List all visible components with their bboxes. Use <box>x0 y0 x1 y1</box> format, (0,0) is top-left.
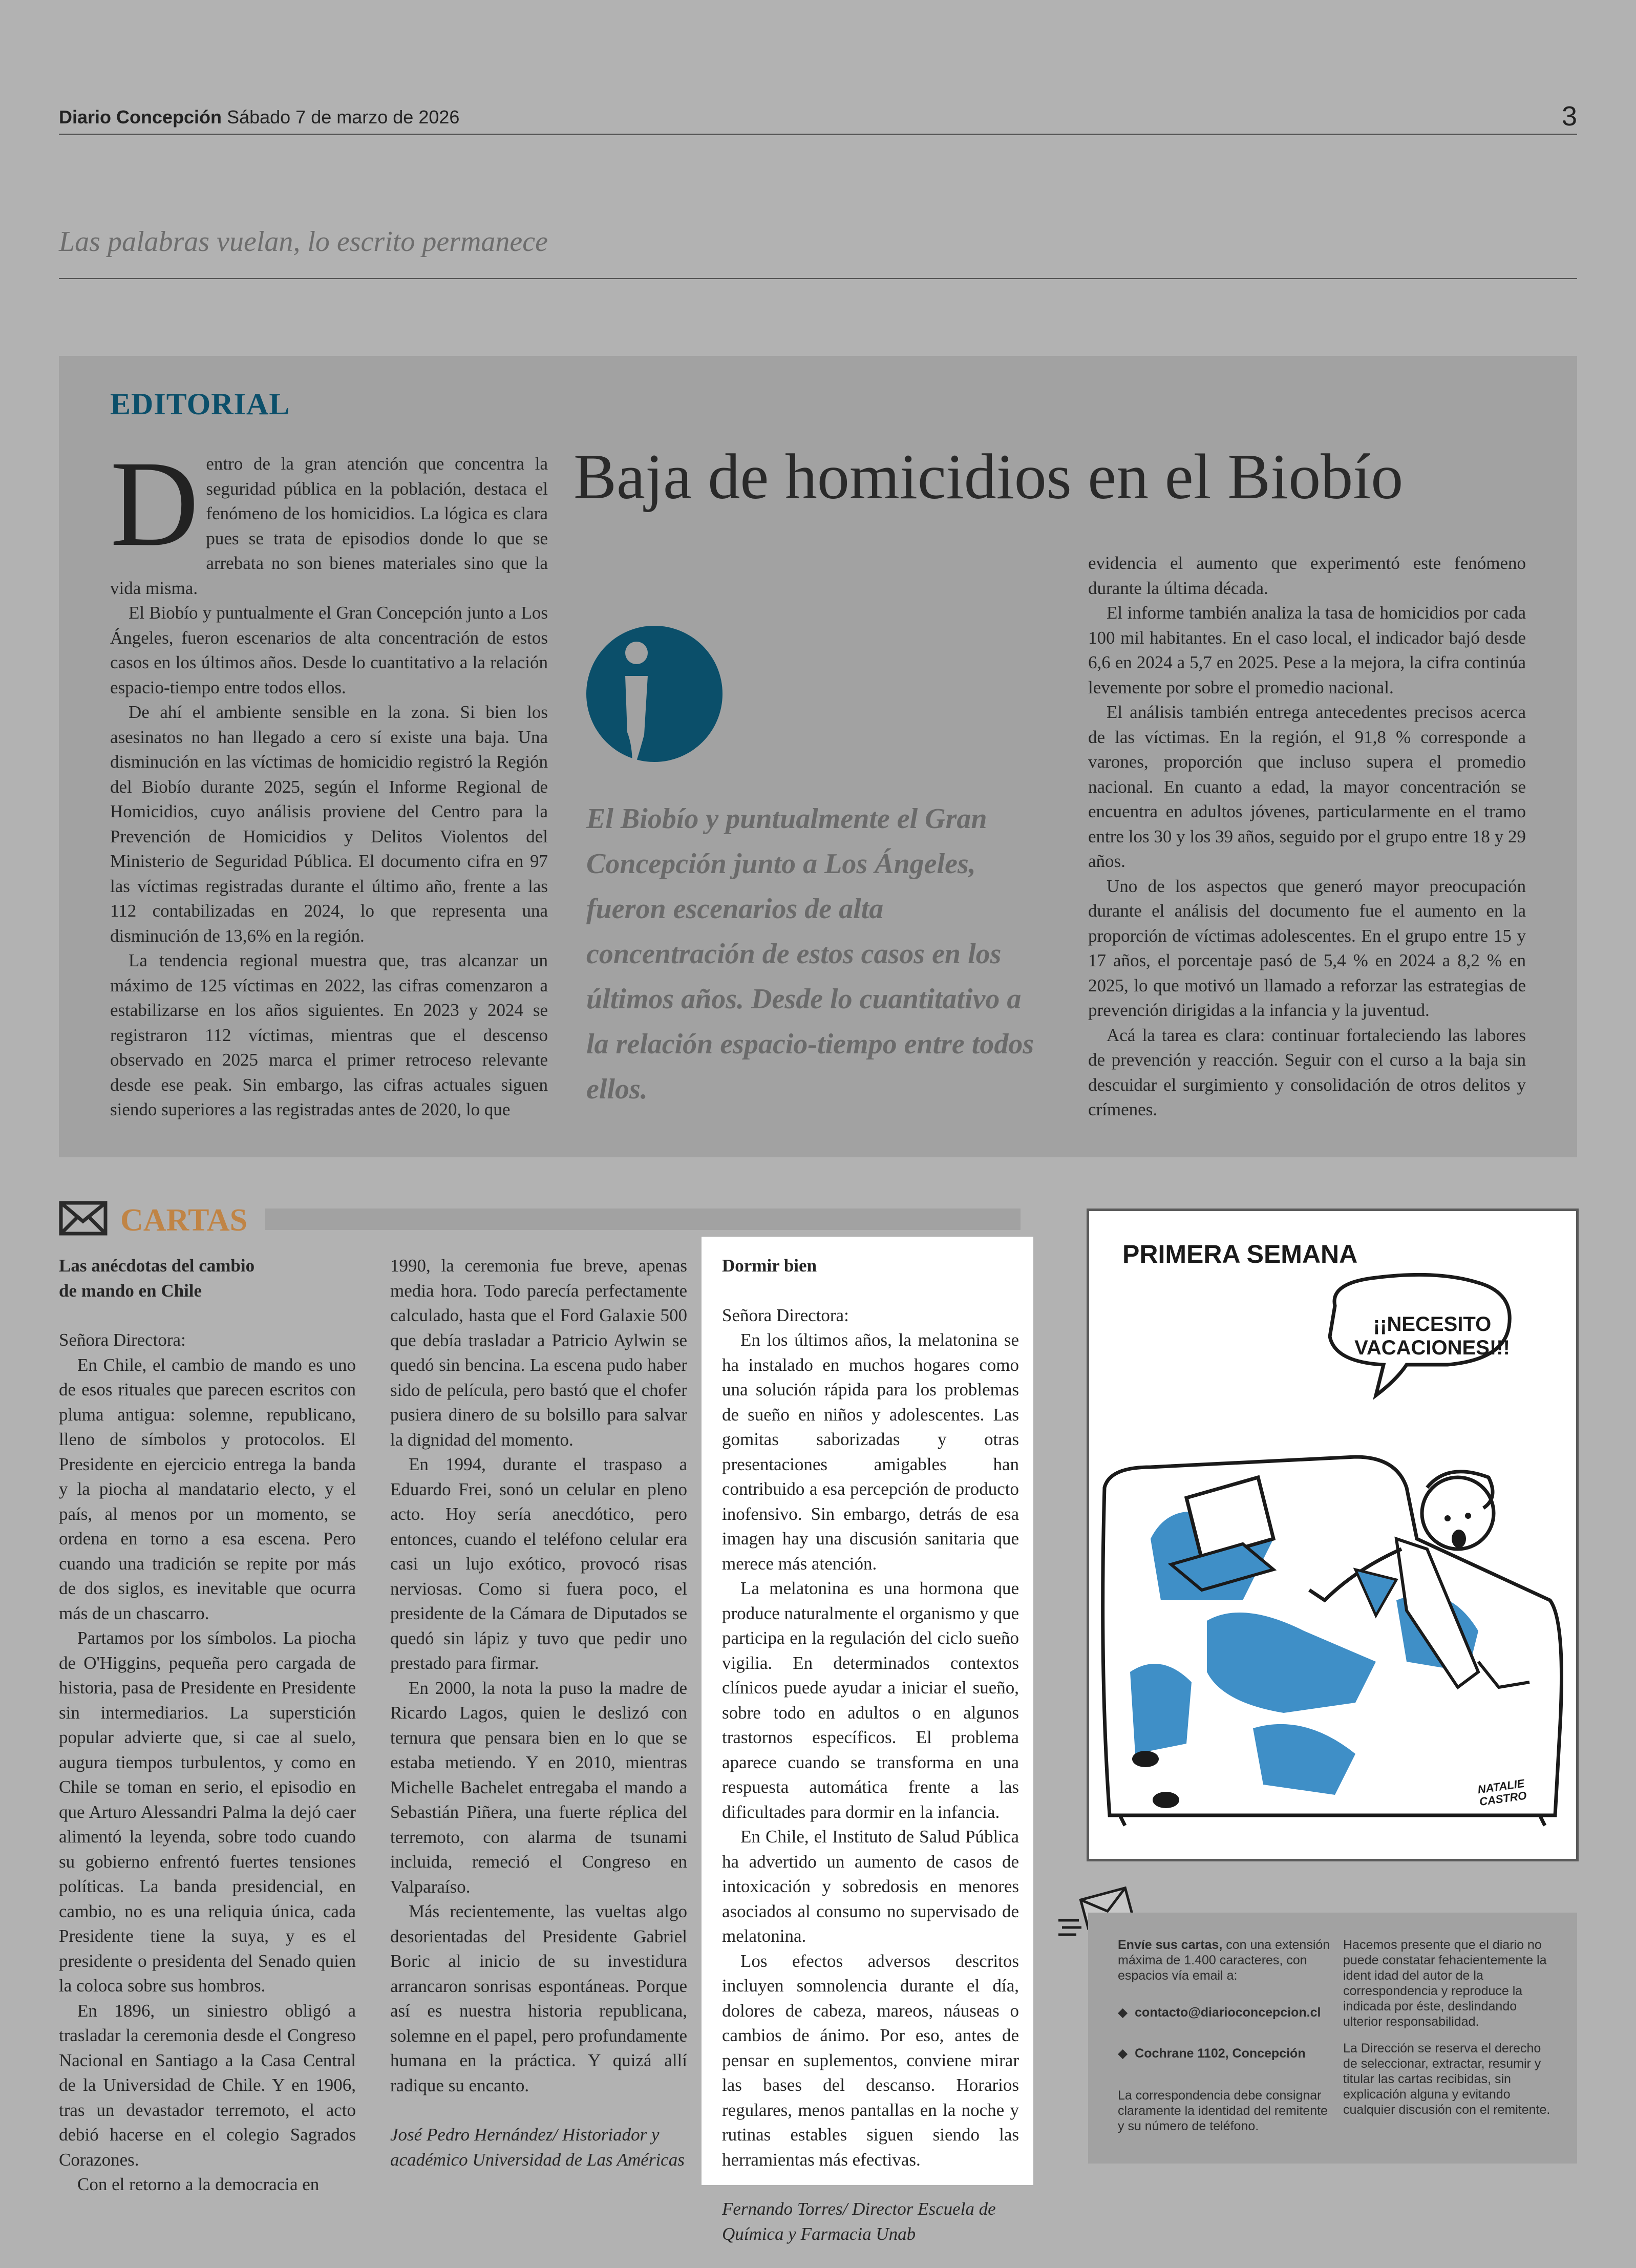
info-submit-text: con una extensión máxima de 1.400 caracteres, con espacios vía email a: <box>1118 1938 1330 1983</box>
letter-paragraph: En 1896, un siniestro obligó a trasladar la ceremonia desde el Congreso Nacional en Santiago a la Casa Central de la Universidad de Chile. Y en 1906, tras un devastador terremoto, el acto debió hacerse en el colegio Sagrados Corazones. <box>59 2000 356 2170</box>
letter-paragraph: En los últimos años, la melatonina se ha instalado en muchos hogares como una solución rápida para los problemas de sueño en niños y adolescentes. Las gomitas saborizadas y otras presentaciones amigables han contribuido a esa percepción de producto inofensivo. Sin embargo, detrás de esa imagen hay una discusión sanitaria que merece más atención. <box>722 1330 1019 1574</box>
contact-email[interactable]: contacto@diarioconcepcion.cl <box>1135 2005 1321 2020</box>
letter-1-title <box>59 1254 356 1303</box>
letter-paragraph: En Chile, el cambio de mando es uno de esos rituales que parecen escritos con pluma antigua: solemne, republicano, lleno de símbolos y protocolos. El Presidente en ejercicio entrega la banda y la piocha al mandatario electo, y el país, al menos por un momento, se ordena en torno a esa escena. Pero cuando una tradición se repite por más de dos siglos, es inevitable que ocurra más de un chascarro. <box>59 1354 356 1623</box>
info-submit-heading: Envíe sus cartas, <box>1118 1938 1223 1952</box>
cartoon-illustration <box>1089 1211 1576 1859</box>
editorial-column-1 <box>110 435 548 1122</box>
letter-paragraph: Partamos por los símbolos. La piocha de O'Higgins, pequeña pero cargada de historia, pasa de Presidente en Presidente sin intermediarios. La superstición popular advierte que, si cae al suelo, augura tiempos turbulentos, y como en Chile se toman en serio, el episodio en que Arturo Alessandri Palma la dejó caer alimentó la leyenda, sobre todo cuando su gobierno enfrentó fuertes tensiones políticas. La banda presidencial, en cambio, no es una reliquia única, cada Presidente tiene la suya, y es el presidente o presidenta del Senado quien la coloca sobre sus hombros. <box>59 1628 356 1996</box>
editorial-paragraph: De ahí el ambiente sensible en la zona. Si bien los asesinatos no han llegado a cero sí existe una baja. Una disminución en las víctimas de homicidio registró la Región del Biobío durante 2025, según el Informe Regional de Homicidios, cuyo análisis proviene del Centro para la Prevención de Homicidios y Delitos Violentos del Ministerio de Seguridad Pública. El documento cifra en 97 las víctimas registradas durante el último año, frente a las 112 contabilizadas en 2024, lo que representa una disminución de 13,6% en la región. <box>110 702 548 946</box>
info-identity-note: La correspondencia debe consignar claramente la identidad del remitente y su número de teléfono. <box>1118 2088 1328 2133</box>
motto-rule <box>59 278 1577 279</box>
letter-2-column <box>722 1254 1019 2246</box>
letter-1-signature: José Pedro Hernández/ Historiador y académico Universidad de Las Américas <box>390 2125 685 2170</box>
info-submit-instructions <box>1118 1937 1333 1983</box>
letter-1-salutation: Señora Directora: <box>59 1330 186 1350</box>
editorial-paragraph: Acá la tarea es clara: continuar fortaleciendo las labores de prevención y reacción. Seguir con el curso a la baja sin descuidar el surgimiento y consolidación de otros delitos y crímenes. <box>1088 1025 1526 1119</box>
letter-paragraph: Con el retorno a la democracia en <box>77 2174 320 2194</box>
cartoonist-signature: NATALIE CASTRO <box>1477 1776 1527 1809</box>
cartoon-frame <box>1087 1209 1579 1861</box>
cartoon-caption: PRIMERA SEMANA <box>1122 1240 1358 1268</box>
letter-paragraph: En 2000, la nota la puso la madre de Ricardo Lagos, quien le deslizó con ternura que pensara bien en lo que se estaba metiendo. Y en 2010, mientras Michelle Bachelet entregaba el mando a Sebastián Piñera, una fuerte réplica del terremoto, con alarma de tsunami incluida, remeció el Congreso en Valparaíso. <box>390 1678 687 1897</box>
letter-paragraph: La melatonina es una hormona que produce naturalmente el organismo y que participa en la regulación del ciclo sueño vigilia. En determinados contextos clínicos puede ayudar a iniciar el sueño, sobre todo en adultos o en algunos trastornos específicos. El problema aparece cuando se transforma en una respuesta automática frente a las dificultades para dormir en la infancia. <box>722 1578 1019 1822</box>
editorial-paragraph: evidencia el aumento que experimentó este fenómeno durante la última década. <box>1088 553 1526 598</box>
envelope-icon <box>59 1201 108 1236</box>
letter-paragraph: Los efectos adversos descritos incluyen somnolencia durante el día, dolores de cabeza, mareos, náuseas o cambios de ánimo. Por eso, antes de pensar en suplementos, conviene mirar las bases del descanso. Horarios regulares, menos pantallas en la noche y rutinas estables siguen siendo las herramientas más efectivas. <box>722 1951 1019 2170</box>
editorial-pull-quote: El Biobío y puntualmente el Gran Concepción junto a Los Ángeles, fueron escenarios de alta concentración de estos casos en los últimos años. Desde lo cuantitativo a la relación espacio-tiempo entre todos ellos. <box>586 803 1034 1105</box>
drop-cap: D <box>110 435 199 571</box>
header-rule <box>59 134 1577 135</box>
page-number: 3 <box>1561 101 1577 132</box>
editorial-paragraph: El informe también analiza la tasa de homicidios por cada 100 mil habitantes. En el caso local, el indicador bajó desde 6,6 en 2024 a 5,7 en 2025. Pese a la mejora, la cifra continúa levemente por sobre el promedio nacional. <box>1088 603 1526 697</box>
letter-paragraph: Más recientemente, las vueltas algo desorientadas del Presidente Gabriel Boric al inicio de su investidura arrancaron sonrisas espontáneas. Porque así es nuestra historia republicana, solemne en el papel, pero profundamente humana en la práctica. Y quizá allí radique su encanto. <box>390 1901 687 2095</box>
contact-email-line <box>1118 2005 1343 2020</box>
letter-paragraph: En Chile, el Instituto de Salud Pública ha advertido un aumento de casos de intoxicación y sobredosis en menores asociados al consumo no supervisado de melatonina. <box>722 1827 1019 1946</box>
info-icon <box>585 622 724 766</box>
section-motto: Las palabras vuelan, lo escrito permanece <box>59 226 548 258</box>
letter-2-salutation: Señora Directora: <box>722 1305 849 1325</box>
cartas-header-bar <box>265 1209 1021 1230</box>
letter-1-column-2 <box>390 1254 687 2172</box>
info-disclaimer: Hacemos presente que el diario no puede constatar fehacientemente la ident idad del autor de la correspondencia y reproduce la indicada por éste, deslindando ulterior responsabilidad. <box>1343 1938 1547 2029</box>
newspaper-header <box>59 107 459 128</box>
letter-1-title-line-1: Las anécdotas del cambio <box>59 1256 255 1276</box>
letter-2-title: Dormir bien <box>722 1256 817 1276</box>
letter-2-signature: Fernando Torres/ Director Escuela de Química y Farmacia Unab <box>722 2199 996 2244</box>
cartoon-speech: ¡¡NECESITO VACACIONES!!! <box>1354 1313 1510 1359</box>
editorial-column-3 <box>1088 551 1526 1122</box>
info-editorial-rights: La Dirección se reserva el derecho de seleccionar, extractar, resumir y titular las cartas recibidas, sin explicación alguna y evitando cualquier discusión con el remitente. <box>1343 2041 1550 2117</box>
editorial-paragraph: La tendencia regional muestra que, tras alcanzar un máximo de 125 víctimas en 2022, las cifras comenzaron a estabilizarse en los años siguientes. En 2023 y 2024 se registraron 112 víctimas, mientras que el descenso observado en 2025 marca el primer retroceso relevante desde ese peak. Sin embargo, las cifras actuales siguen siendo superiores a las registradas antes de 2020, lo que <box>110 950 548 1119</box>
letter-1-column-1 <box>59 1254 356 2197</box>
bullet-diamond-icon: ◆ <box>1118 2005 1128 2020</box>
letter-paragraph: En 1994, durante el traspaso a Eduardo Frei, sonó un celular en pleno acto. Hoy sería anecdótico, pero entonces, cuando el teléfono celular era casi un lujo exótico, provocó risas nerviosas. Como si fuera poco, el presidente de la Cámara de Diputados se quedó sin lápiz y tuvo que pedir uno prestado para firmar. <box>390 1454 687 1673</box>
contact-address-line <box>1118 2046 1343 2061</box>
bullet-diamond-icon: ◆ <box>1118 2046 1128 2061</box>
issue-date: Sábado 7 de marzo de 2026 <box>227 107 460 128</box>
letter-paragraph: 1990, la ceremonia fue breve, apenas media hora. Todo parecía perfectamente calculado, hasta que el Ford Galaxie 500 que debía trasladar a Patricio Aylwin se quedó sin bencina. La escena pudo haber sido de película, pero bastó que el chofer pusiera dinero de su bolsillo para salvar la dignidad del momento. <box>390 1256 687 1450</box>
editorial-title: Baja de homicidios en el Biobío <box>573 441 1404 513</box>
brand-name: Diario Concepción <box>59 107 222 128</box>
editorial-paragraph: El Biobío y puntualmente el Gran Concepción junto a Los Ángeles, fueron escenarios de alta concentración de estos casos en los últimos años. Desde lo cuantitativo a la relación espacio-tiempo entre todos ellos. <box>110 603 548 697</box>
contact-address: Cochrane 1102, Concepción <box>1135 2046 1306 2061</box>
editorial-paragraph: Uno de los aspectos que generó mayor preocupación durante el análisis del documento fue el aumento en la proporción de víctimas adolescentes. En el grupo entre 15 y 17 años, el porcentaje pasó de 5,4 % en 2024 a 8,2 % en 2025, lo que motivó un llamado a reforzar las estrategias de prevención dirigidas a la infancia y la juventud. <box>1088 876 1526 1020</box>
cartas-label: CARTAS <box>120 1203 248 1238</box>
editorial-label: EDITORIAL <box>110 387 290 421</box>
editorial-paragraph: entro de la gran atención que concentra la seguridad pública en la población, destaca el fenómeno de los homicidios. La lógica es clara pues se trata de episodios donde lo que se arrebata no son bienes materiales sino que la vida misma. <box>110 454 548 598</box>
letter-1-title-line-2: de mando en Chile <box>59 1280 202 1301</box>
editorial-paragraph: El análisis también entrega antecedentes precisos acerca de las víctimas. En la región, el 91,8 % corresponde a varones, proporción que incluso supera el promedio nacional. En cuanto a edad, la mayor concentración se encuentra en adultos jóvenes, particularmente en el tramo entre los 30 y los 39 años, seguido por el grupo entre 18 y 29 años. <box>1088 702 1526 871</box>
